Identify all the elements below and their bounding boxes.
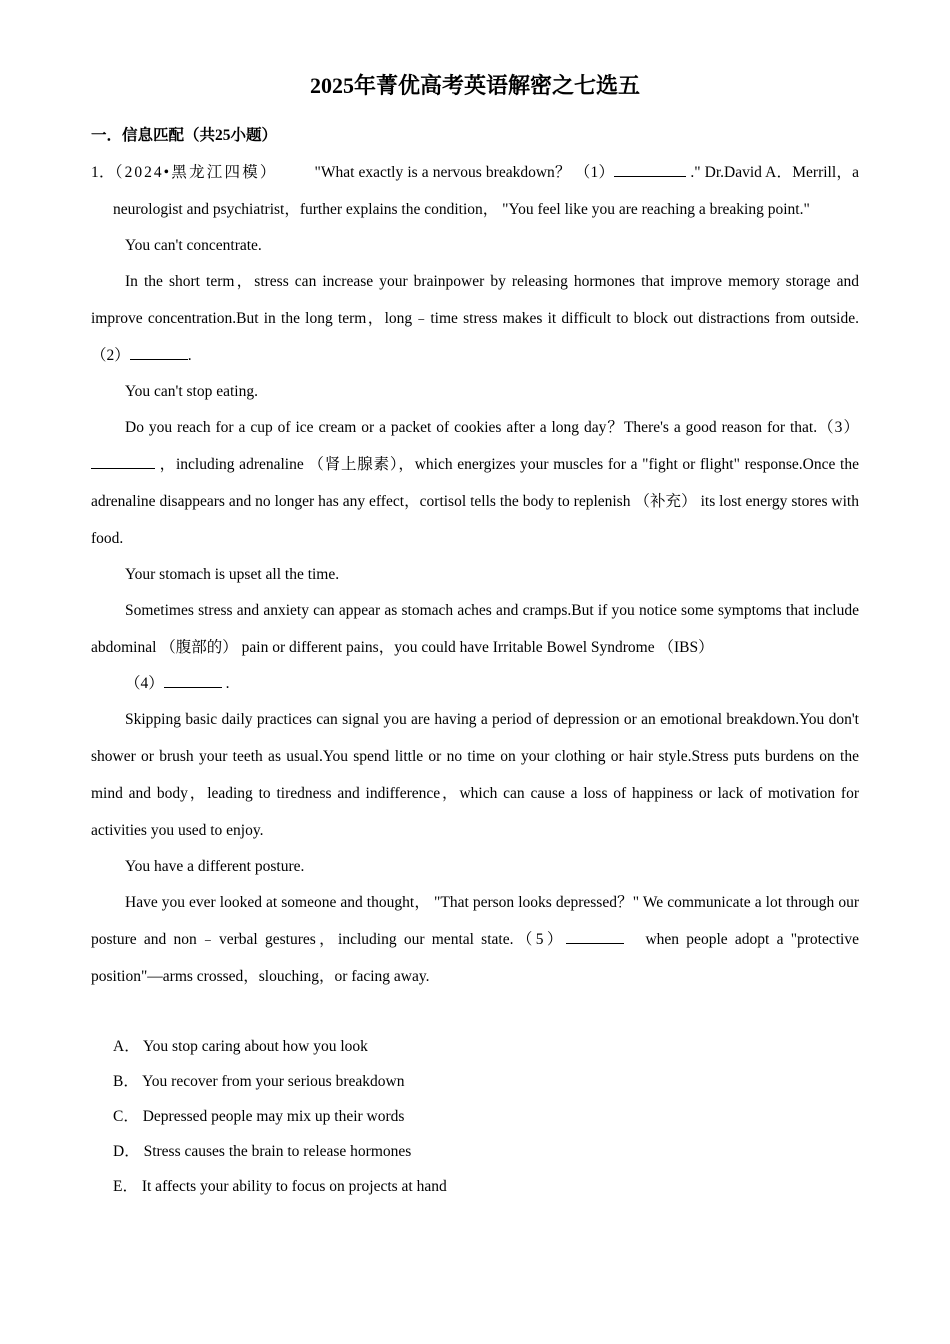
section-heading: 一．信息匹配（共25小题） (91, 127, 278, 144)
blank-line-4: （4） . (125, 675, 230, 692)
paragraph-posture: Have you ever looked at someone and thought， "That person looks depressed？" We communicate a lot through our posture and non﹣verbal gestures，including our mental state.（5） when people adopt a "protective position"—arms crossed，slouching，or facing away. (91, 894, 859, 985)
option-e[interactable]: E． It affects your ability to focus on projects at hand (113, 1178, 447, 1195)
page-title: 2025年菁优高考英语解密之七选五 (309, 73, 640, 98)
options-list (91, 1029, 859, 1204)
paragraph-eating: Do you reach for a cup of ice cream or a packet of cookies after a long day？There's a good reason for that.（3） ，including adrenaline （肾上腺素），which energizes your muscles for a "fight or flight" response.Once the adrenaline disappears and no longer has any effect，cortisol tells the body to replenish （补充） its lost energy stores with food. (91, 419, 859, 547)
answer-blank-3[interactable] (91, 454, 155, 469)
question-source: （2024•黑龙江四模） (114, 164, 278, 181)
heading-stomach: Your stomach is upset all the time. (125, 566, 340, 583)
option-a[interactable]: A． You stop caring about how you look (113, 1038, 368, 1055)
paragraph-concentrate: In the short term，stress can increase your brainpower by releasing hormones that improve memory storage and improve concentration.But in the long term，long﹣time stress makes it difficult to block out distractions from outside. （2） . (91, 273, 859, 364)
option-c[interactable]: C． Depressed people may mix up their words (113, 1108, 405, 1125)
answer-blank-4[interactable] (164, 673, 222, 688)
option-b[interactable]: B． You recover from your serious breakdown (113, 1073, 405, 1090)
heading-posture: You have a different posture. (125, 858, 305, 875)
question-intro (91, 154, 859, 228)
intro-text-2: ." Dr.David A．Merrill，a neurologist and psychiatrist，further explains the condition， "You feel like you are reaching a breaking point." (113, 164, 859, 218)
heading-eating: You can't stop eating. (125, 383, 258, 400)
question-number: 1． (91, 164, 115, 181)
heading-concentrate: You can't concentrate. (125, 237, 262, 254)
option-d[interactable]: D． Stress causes the brain to release hormones (113, 1143, 412, 1160)
answer-blank-5[interactable] (566, 929, 624, 944)
question-content (91, 154, 859, 1204)
intro-text: "What exactly is a nervous breakdown？ （1） (314, 164, 615, 181)
paragraph-daily-practices: Skipping basic daily practices can signal you are having a period of depression or an emotional breakdown.You don't shower or brush your teeth as usual.You spend little or no time on your clothing or hair style.Stress puts burdens on the mind and body，leading to tiredness and indifference，which can cause a loss of happiness or lack of motivation for activities you used to enjoy. (91, 711, 859, 839)
answer-blank-1[interactable] (614, 162, 686, 177)
answer-blank-2[interactable] (130, 345, 188, 360)
paragraph-stomach: Sometimes stress and anxiety can appear as stomach aches and cramps.But if you notice some symptoms that include abdominal （腹部的） pain or different pains，you could have Irritable Bowel Syndrome （IBS） (91, 602, 859, 656)
